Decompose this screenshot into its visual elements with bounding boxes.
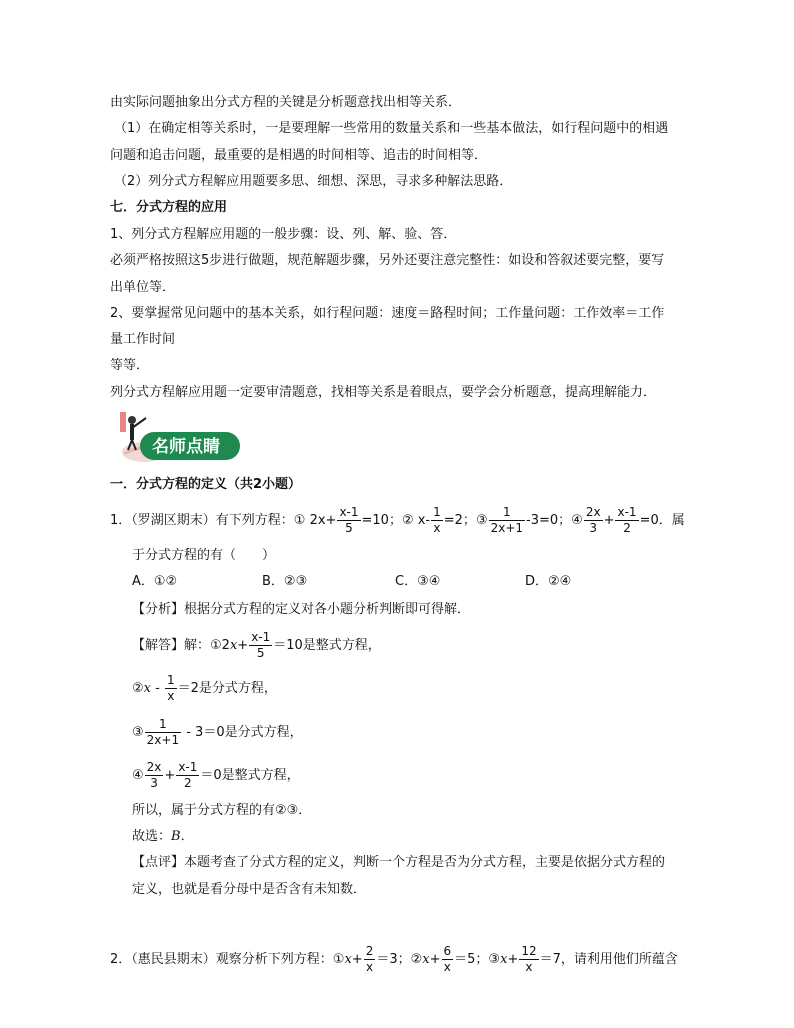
intro-line-3: 问题和追击问题，最重要的是相遇的时间相等、追击的时间相等． (110, 148, 488, 163)
q1-ans2-minus: - (151, 681, 164, 696)
section-7-p3a: 2、要掌握常见问题中的基本关系，如行程问题：速度＝路程时间；工作量问题：工作效率＝工作 (110, 306, 665, 321)
q1-eq4-plus: + (603, 513, 615, 528)
intro-line-1: 由实际问题抽象出分式方程的关键是分析题意找出相等关系． (110, 95, 462, 110)
q2-eq3-x: x (500, 952, 508, 967)
q1-prefix: 1．（罗湖区期末）有下列方程： (110, 513, 294, 528)
section-7-title: 七．分式方程的应用 (110, 200, 228, 215)
section-7-p4: 列分式方程解应用题一定要审清题意，找相等关系是着眼点，要学会分析题意，提高理解能力． (110, 385, 657, 400)
q1-ans4-a: ④ (132, 768, 144, 783)
q1-comment-2: 定义，也就是看分母中是否含有未知数． (132, 882, 367, 897)
q2-eq1-plus: + (351, 952, 363, 967)
q2-eq1-x: x (344, 952, 352, 967)
q1-answer-4 (132, 760, 300, 791)
intro-line-4: （2）列分式方程解应用题要多思、细想、深思，寻求多种解法思路． (114, 174, 513, 189)
q1-ans1-x: x (229, 638, 238, 653)
part-1-title: 一．分式方程的定义（共2小题） (110, 477, 302, 492)
q1-eq4-b: =0．属 (639, 513, 685, 528)
intro-line-2: （1）在确定相等关系时，一是要理解一些常用的数量关系和一些基本做法，如行程问题中的相遇 (114, 121, 669, 136)
q1-ans1-tail: ＝10是整式方程， (273, 638, 381, 653)
q2-prefix: 2．（惠民县期末）观察分析下列方程：① (110, 952, 345, 967)
option-b[interactable]: B．②③ (262, 574, 308, 589)
q1-ans1-fraction: $\frac{x-1}{5}$ (251, 630, 271, 660)
option-d[interactable]: D．②④ (525, 574, 572, 589)
q1-ans4-tail: ＝0是整式方程， (200, 768, 300, 783)
teacher-banner-graphic (110, 408, 242, 468)
q2-eq2-b: ＝5；③ (454, 952, 501, 967)
q1-eq3-b: -3=0； (526, 513, 572, 528)
q1-comment-1: 【点评】本题考查了分式方程的定义，判断一个方程是否为分式方程，主要是依据分式方程的 (132, 855, 666, 870)
q1-answer-3 (132, 717, 303, 748)
section-7-p3c: 等等． (110, 358, 150, 373)
section-7-p3b: 量工作时间 (110, 332, 176, 347)
q1-ans2-x: x (143, 681, 151, 696)
q1-ans3-fraction: $\frac{1}{2x+1}$ (146, 717, 180, 747)
q1-eq1-b: =10； (361, 513, 402, 528)
pencil-icon (120, 412, 126, 432)
q2-eq3-b: ＝7，请利用他们所蕴含 (539, 952, 678, 967)
q1-cont: 于分式方程的有（ (132, 548, 237, 563)
section-7-p2b: 出单位等． (110, 280, 176, 295)
q2-eq1-b: ＝3；② (376, 952, 423, 967)
q1-ans4-fraction-2: $\frac{x-1}{2}$ (178, 760, 198, 790)
q1-ans2-tail: ＝2是分式方程， (177, 681, 277, 696)
banner-label: 名师点睛 (152, 437, 220, 457)
q2-eq2-plus: + (429, 952, 441, 967)
teacher-tips-banner (110, 408, 242, 468)
option-a[interactable]: A．①② (132, 574, 178, 589)
q1-ans4-plus: + (164, 768, 176, 783)
q1-ans4-fraction-1: $\frac{2x}{3}$ (146, 760, 162, 790)
teacher-head-icon (128, 416, 136, 424)
section-7-p2a: 必须严格按照这5步进行做题，规范解题步骤，另外还要注意完整性：如设和答叙述要完整，要写 (110, 253, 665, 268)
q1-eq2-fraction: $\frac{1}{x}$ (433, 505, 441, 535)
q2-eq3-fraction: $\frac{12}{x}$ (521, 944, 537, 974)
q2-eq3-plus: + (507, 952, 519, 967)
q1-choice-label: 故选： (132, 829, 172, 844)
q1-eq4-a: ④ (571, 513, 583, 528)
q1-eq1-a: ① 2x+ (293, 513, 337, 528)
q1-eq3-fraction: $\frac{1}{2x+1}$ (490, 505, 524, 535)
q1-eq2-a: ② x- (401, 513, 431, 528)
q1-eq3-a: ③ (475, 513, 488, 528)
q1-eq2-b: =2； (443, 513, 476, 528)
q1-ans2-fraction: $\frac{1}{x}$ (166, 673, 175, 703)
q1-ans1-plus: + (237, 638, 249, 653)
q1-eq1-fraction: $\frac{x-1}{5}$ (339, 505, 359, 535)
q1-ans3-tail: - 3＝0是分式方程， (182, 725, 303, 740)
q1-ans2-a: ② (132, 681, 144, 696)
option-c[interactable]: C．③④ (395, 574, 441, 589)
q1-cont-end: ） (262, 548, 276, 563)
q1-ans-head: 【解答】解：①2 (132, 638, 230, 653)
q1-ans3-a: ③ (132, 725, 144, 740)
q2-eq2-fraction: $\frac{6}{x}$ (443, 944, 452, 974)
q2-eq2-x: x (422, 952, 430, 967)
question-1-stem (110, 505, 685, 536)
q1-eq4-fraction-1: $\frac{2x}{3}$ (585, 505, 601, 535)
q1-eq4-fraction-2: $\frac{x-1}{2}$ (617, 505, 637, 535)
q1-answer-2 (132, 673, 277, 704)
q1-conclusion: 所以，属于分式方程的有②③． (132, 803, 312, 818)
q1-choice (132, 828, 194, 846)
q1-choice-letter: B (171, 829, 181, 844)
question-2-stem (110, 944, 678, 975)
q1-answer-1 (132, 630, 381, 661)
q1-choice-end: ． (180, 829, 194, 844)
q1-analysis: 【分析】根据分式方程的定义对各小题分析判断即可得解． (132, 602, 471, 617)
question-1-stem-cont (132, 547, 275, 565)
section-7-p1: 1、列分式方程解应用题的一般步骤：设、列、解、验、答． (110, 227, 457, 242)
q2-eq1-fraction: $\frac{2}{x}$ (365, 944, 374, 974)
